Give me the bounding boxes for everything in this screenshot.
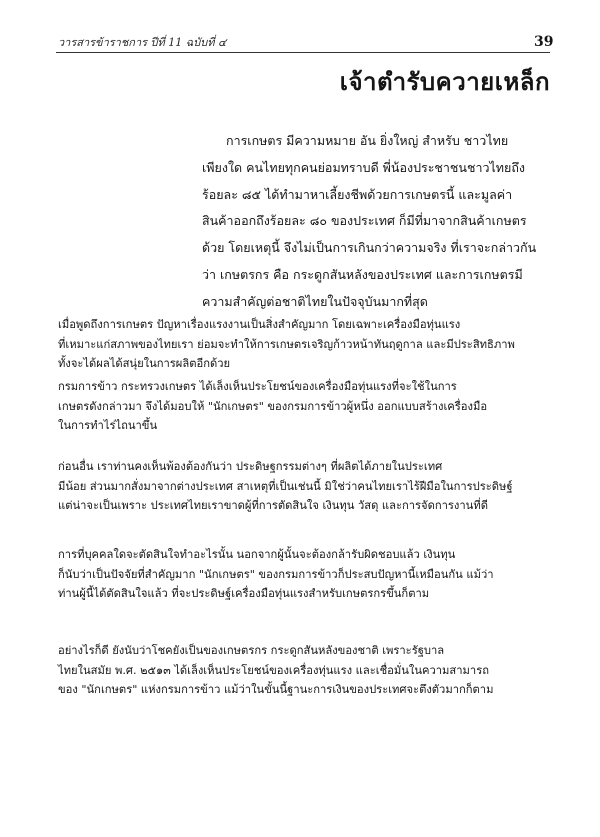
- paragraph-line: ท่านผู้นี้ได้ตัดสินใจแล้ว ที่จะประดิษฐ์เครื่องมือทุ่นแรงสำหรับเกษตรกรขึ้นก็ตาม: [58, 587, 430, 600]
- intro-line: ด้วย โดยเหตุนี้ จึงไม่เป็นการเกินกว่าความจริง ที่เราจะกล่าวกัน: [202, 240, 537, 256]
- body-paragraph: [58, 457, 552, 516]
- paragraph-line: ก่อนอื่น เราท่านคงเห็นพ้องต้องกันว่า ประดิษฐกรรมต่างๆ ที่ผลิตได้ภายในประเทศ: [58, 460, 443, 473]
- paragraph-line: การที่บุคคลใดจะตัดสินใจทำอะไรนั้น นอกจากผู้นั้นจะต้องกล้ารับผิดชอบแล้ว เงินทุน: [58, 548, 456, 561]
- intro-line: เพียงใด คนไทยทุกคนย่อมทราบดี พี่น้องประชาชนชาวไทยถึง: [202, 159, 526, 175]
- intro-line: ความสำคัญต่อชาติไทยในปัจจุบันมากที่สุด: [202, 293, 428, 309]
- paragraph-line: แต่น่าจะเป็นเพราะ ประเทศไทยเราขาดผู้ที่การตัดสินใจ เงินทุน วัสดุ และการจัดการงานที่ดี: [58, 499, 488, 512]
- paragraph-line: ไทยในสมัย พ.ศ. ๒๕๑๓ ได้เล็งเห็นประโยชน์ของเครื่องทุ่นแรง และเชื่อมั่นในความสามารถ: [58, 663, 489, 677]
- paragraph-line: ในการทำไร่ไถนาขึ้น: [58, 419, 158, 432]
- paragraph-line: มีน้อย ส่วนมากสั่งมาจากต่างประเทศ สาเหตุที่เป็นเช่นนี้ มิใช่ว่าคนไทยเราไร้ฝีมือในการประดิษฐ์: [58, 479, 513, 493]
- paragraph-line: ทั้งจะได้ผลได้สนุ่ยในการผลิตอีกด้วย: [58, 357, 231, 370]
- page-number: 39: [534, 34, 554, 50]
- journal-header: วารสารข้าราชการ ปีที่ 11 ฉบับที่ ๔: [58, 36, 227, 49]
- paragraph-line: อย่างไรก็ดี ยังนับว่าโชคยังเป็นของเกษตรกร กระดูกสันหลังของชาติ เพราะรัฐบาล: [58, 644, 445, 657]
- intro-line: ร้อยละ ๘๕ ได้ทำมาหาเลี้ยงชีพด้วยการเกษตรนี้ และมูลค่า: [202, 186, 513, 202]
- paragraph-line: เมื่อพูดถึงการเกษตร ปัญหาเรื่องแรงงานเป็นสิ่งสำคัญมาก โดยเฉพาะเครื่องมือทุ่นแรง: [58, 318, 461, 331]
- article-title: เจ้าตำรับควายเหล็ก: [339, 68, 550, 96]
- paragraph-line: เกษตรดังกล่าวมา จึงได้มอบให้ "นักเกษตร" ของกรมการข้าวผู้หนึ่ง ออกแบบสร้างเครื่องมือ: [58, 399, 488, 413]
- intro-line: สินค้าออกถึงร้อยละ ๘๐ ของประเทศ ก็มีที่มาจากสินค้าเกษตร: [202, 213, 527, 229]
- paragraph-line: ที่เหมาะแก่สภาพของไทยเรา ย่อมจะทำให้การเกษตรเจริญก้าวหน้าทันฤดูกาล และมีประสิทธิภาพ: [58, 337, 515, 351]
- body-paragraph: [58, 545, 552, 604]
- paragraph-line: ของ "นักเกษตร" แห่งกรมการข้าว แม้ว่าในขั้นนี้ฐานะการเงินของประเทศจะตึงตัวมากก็ตาม: [58, 683, 494, 696]
- paragraph-line: ก็นับว่าเป็นปัจจัยที่สำคัญมาก "นักเกษตร" ของกรมการข้าวก็ประสบปัญหานี้เหมือนกัน แม้ว่า: [58, 567, 494, 581]
- body-paragraph: [58, 377, 552, 436]
- body-paragraph: [58, 315, 552, 374]
- intro-paragraph: [202, 128, 542, 316]
- body-paragraph: [58, 641, 552, 700]
- intro-line: การเกษตร มีความหมาย อัน ยิ่งใหญ่ สำหรับ ชาวไทย: [226, 133, 509, 148]
- intro-line: ว่า เกษตรกร คือ กระดูกสันหลังของประเทศ และการเกษตรมี: [202, 266, 523, 282]
- header-rule: [56, 52, 550, 53]
- paragraph-line: กรมการข้าว กระทรวงเกษตร ได้เล็งเห็นประโยชน์ของเครื่องมือทุ่นแรงที่จะใช้ในการ: [58, 380, 457, 393]
